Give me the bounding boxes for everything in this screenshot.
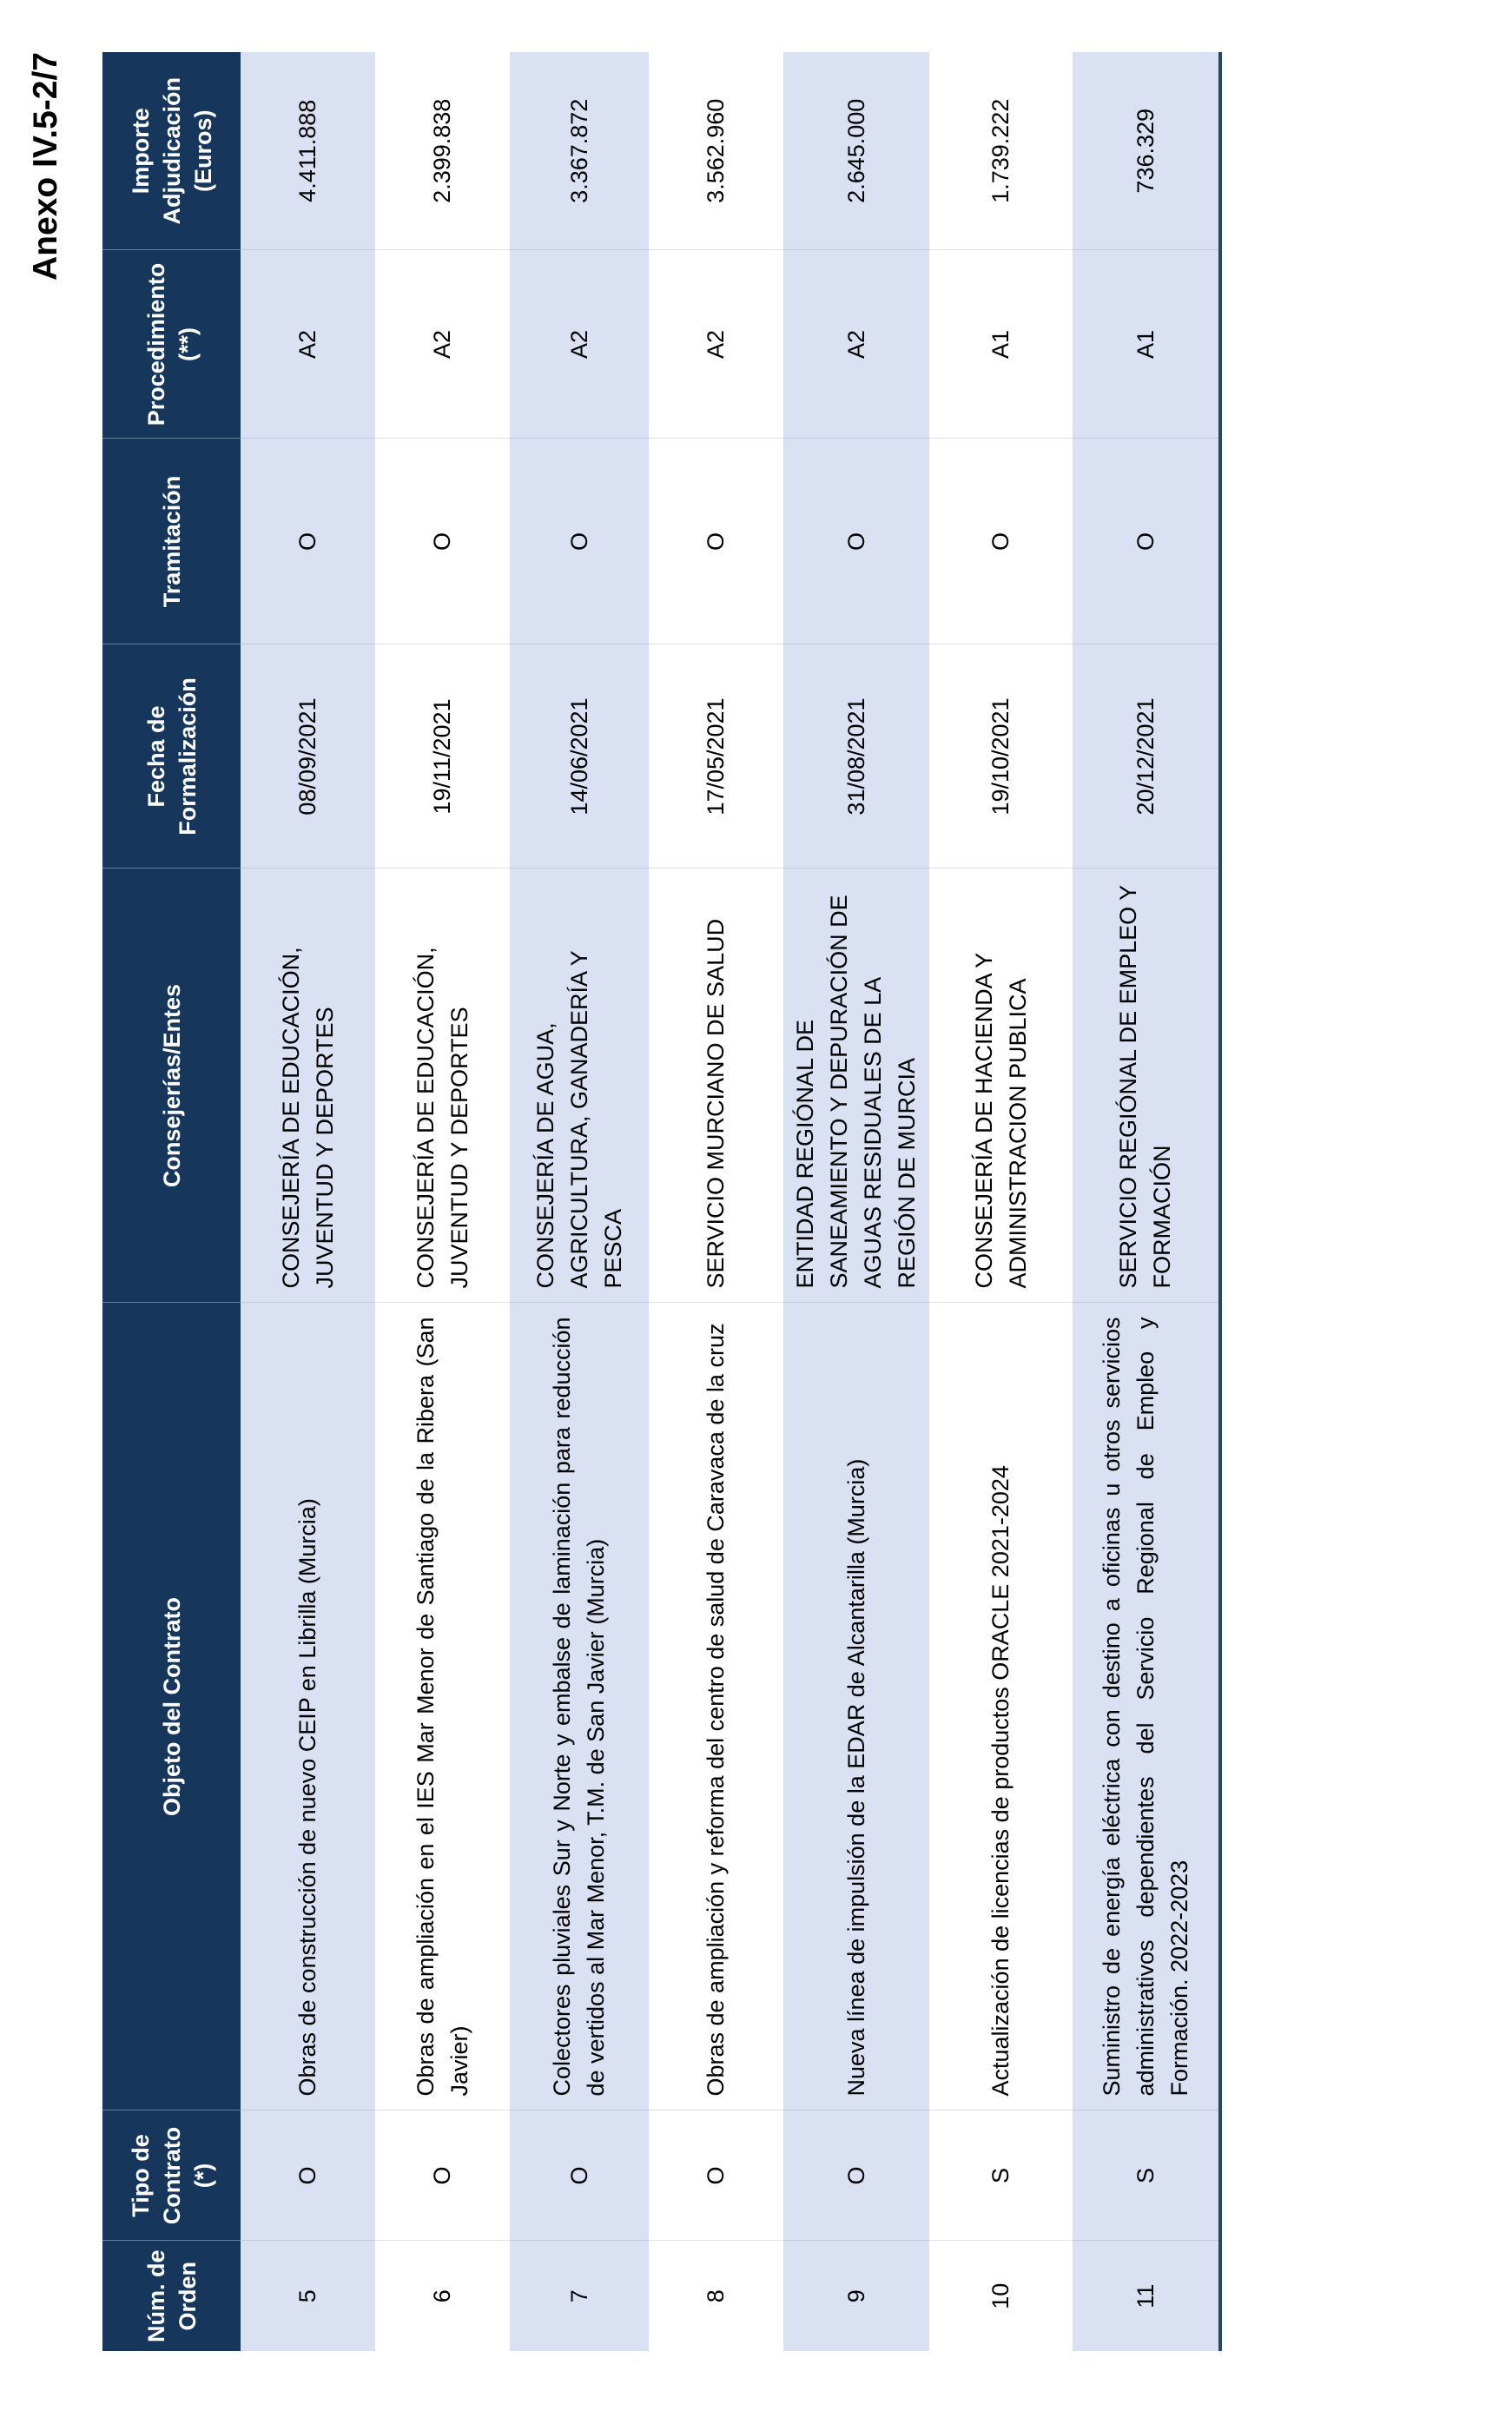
- cell-fecha: 14/06/2021: [510, 644, 649, 869]
- cell-procedimiento: A2: [649, 250, 783, 439]
- cell-importe: 3.367.872: [510, 52, 649, 250]
- table-row-7: [510, 52, 649, 2351]
- cell-fecha: 08/09/2021: [241, 644, 375, 869]
- cell-procedimiento: A1: [1073, 250, 1220, 439]
- cell-objeto: Colectores pluviales Sur y Norte y embalse de laminación para reducción de vertidos al Mar Menor, T.M. de San Javier (Murcia): [510, 1303, 649, 2110]
- cell-tipo: S: [1073, 2110, 1220, 2241]
- cell-fecha: 20/12/2021: [1073, 644, 1220, 869]
- cell-objeto: Nueva línea de impulsión de la EDAR de Alcantarilla (Murcia): [783, 1303, 929, 2110]
- header-fecha-formalizacion: Fecha de Formalización: [102, 644, 241, 869]
- cell-tipo: O: [241, 2110, 375, 2241]
- cell-importe: 2.645.000: [783, 52, 929, 250]
- contracts-table: [102, 52, 1222, 2351]
- cell-num: 7: [510, 2241, 649, 2351]
- cell-consejeria: CONSEJERÍA DE EDUCACIÓN, JUVENTUD Y DEPORTES: [375, 869, 510, 1303]
- cell-tramitacion: O: [1073, 439, 1220, 644]
- cell-tramitacion: O: [510, 439, 649, 644]
- cell-tipo: S: [929, 2110, 1073, 2241]
- cell-tramitacion: O: [241, 439, 375, 644]
- cell-objeto: Obras de ampliación y reforma del centro de salud de Caravaca de la cruz: [649, 1303, 783, 2110]
- cell-fecha: 19/11/2021: [375, 644, 510, 869]
- table-row-8: [649, 52, 783, 2351]
- cell-procedimiento: A2: [241, 250, 375, 439]
- header-objeto-contrato: Objeto del Contrato: [102, 1303, 241, 2110]
- cell-procedimiento: A2: [375, 250, 510, 439]
- cell-tipo: O: [510, 2110, 649, 2241]
- cell-consejeria: SERVICIO MURCIANO DE SALUD: [649, 869, 783, 1303]
- header-tipo-contrato: Tipo de Contrato (*): [102, 2110, 241, 2241]
- header-consejerias-entes: Consejerías/Entes: [102, 869, 241, 1303]
- cell-importe: 4.411.888: [241, 52, 375, 250]
- cell-num: 10: [929, 2241, 1073, 2351]
- cell-tramitacion: O: [929, 439, 1073, 644]
- cell-importe: 3.562.960: [649, 52, 783, 250]
- header-procedimiento: Procedimiento (**): [102, 250, 241, 439]
- cell-tipo: O: [649, 2110, 783, 2241]
- table-row-9: [783, 52, 929, 2351]
- cell-procedimiento: A2: [510, 250, 649, 439]
- cell-importe: 2.399.838: [375, 52, 510, 250]
- header-importe-adjudicacion: Importe Adjudicación (Euros): [102, 52, 241, 250]
- cell-tramitacion: O: [783, 439, 929, 644]
- cell-consejeria: ENTIDAD REGIÓNAL DE SANEAMIENTO Y DEPURACIÓN DE AGUAS RESIDUALES DE LA REGIÓN DE MURCIA: [783, 869, 929, 1303]
- cell-num: 11: [1073, 2241, 1220, 2351]
- cell-num: 6: [375, 2241, 510, 2351]
- header-row: [102, 52, 241, 2351]
- cell-tipo: O: [375, 2110, 510, 2241]
- cell-consejeria: CONSEJERÍA DE EDUCACIÓN, JUVENTUD Y DEPORTES: [241, 869, 375, 1303]
- header-tramitacion: Tramitación: [102, 439, 241, 644]
- cell-num: 5: [241, 2241, 375, 2351]
- page-title: Anexo IV.5-2/7: [27, 52, 64, 281]
- table-row-6: [375, 52, 510, 2351]
- cell-fecha: 17/05/2021: [649, 644, 783, 869]
- cell-num: 9: [783, 2241, 929, 2351]
- cell-importe: 736.329: [1073, 52, 1220, 250]
- cell-objeto: Suministro de energía eléctrica con destino a oficinas u otros servicios administrativos dependientes del Servicio Regional de Empleo y Formación. 2022-2023: [1073, 1303, 1220, 2110]
- cell-tipo: O: [783, 2110, 929, 2241]
- cell-consejeria: SERVICIO REGIÓNAL DE EMPLEO Y FORMACIÓN: [1073, 869, 1220, 1303]
- cell-consejeria: CONSEJERÍA DE AGUA, AGRICULTURA, GANADERÍA Y PESCA: [510, 869, 649, 1303]
- table-row-10: [929, 52, 1073, 2351]
- cell-tramitacion: O: [375, 439, 510, 644]
- cell-fecha: 19/10/2021: [929, 644, 1073, 869]
- cell-procedimiento: A2: [783, 250, 929, 439]
- cell-objeto: Obras de ampliación en el IES Mar Menor de Santiago de la Ribera (San Javier): [375, 1303, 510, 2110]
- cell-consejeria: CONSEJERÍA DE HACIENDA Y ADMINISTRACION PUBLICA: [929, 869, 1073, 1303]
- table-row-11: [1073, 52, 1220, 2351]
- cell-num: 8: [649, 2241, 783, 2351]
- cell-tramitacion: O: [649, 439, 783, 644]
- table-row-5: [241, 52, 375, 2351]
- cell-objeto: Actualización de licencias de productos ORACLE 2021-2024: [929, 1303, 1073, 2110]
- cell-procedimiento: A1: [929, 250, 1073, 439]
- cell-importe: 1.739.222: [929, 52, 1073, 250]
- header-num-orden: Núm. de Orden: [102, 2241, 241, 2351]
- cell-objeto: Obras de construcción de nuevo CEIP en Librilla (Murcia): [241, 1303, 375, 2110]
- cell-fecha: 31/08/2021: [783, 644, 929, 869]
